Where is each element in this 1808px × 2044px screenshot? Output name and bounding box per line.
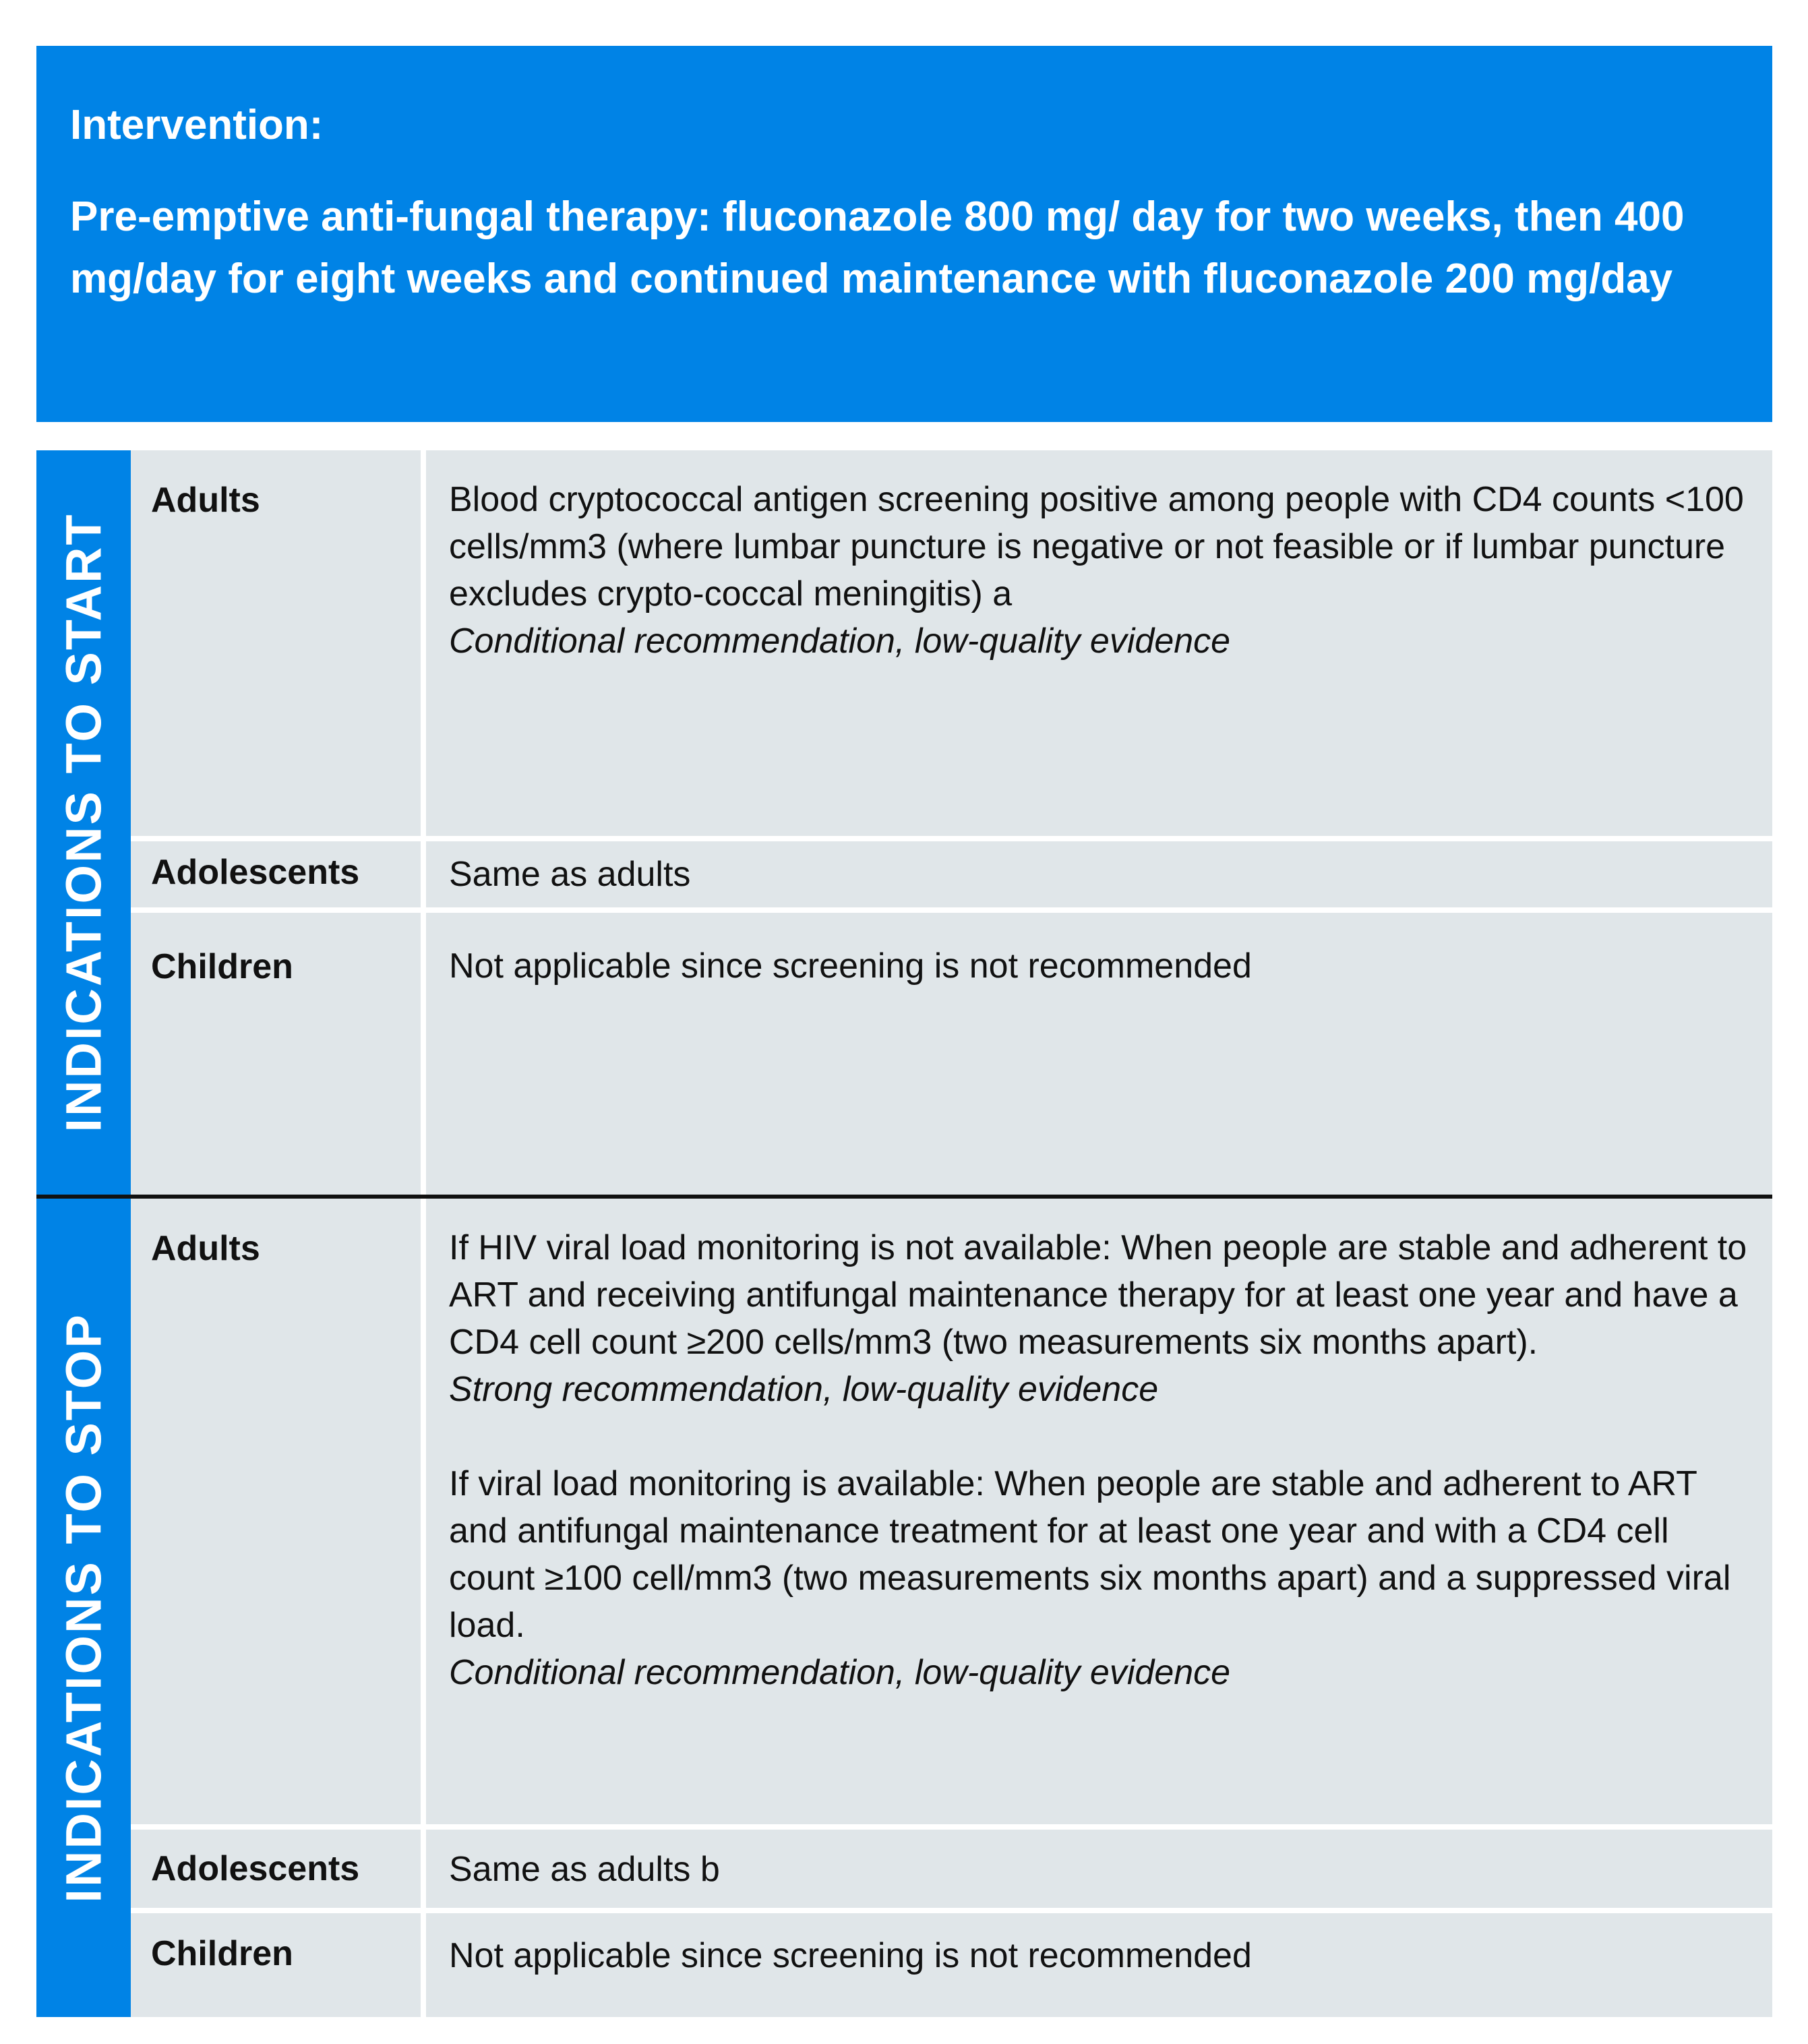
start-adolescents-text: Same as adults — [449, 855, 691, 894]
start-children-category: Children — [131, 913, 421, 1195]
stop-children-category: Children — [131, 1913, 421, 2017]
start-adolescents-description — [426, 841, 1772, 907]
intervention-header — [36, 46, 1772, 422]
stop-adults-category: Adults — [131, 1199, 421, 1824]
stop-adults-text-1: If HIV viral load monitoring is not available: When people are stable and adherent to ART and receiving antifungal maintenance therapy for at least one year and have a CD4 cell count ≥200 cells/mm3 (two measurements six months apart). — [449, 1228, 1747, 1362]
stop-adults-recommendation-1: Strong recommendation, low-quality evidence — [449, 1370, 1159, 1409]
start-adults-recommendation: Conditional recommendation, low-quality evidence — [449, 622, 1231, 661]
paragraph-gap — [449, 1413, 1752, 1460]
stop-section-band — [36, 1199, 131, 2017]
start-adults-category: Adults — [131, 450, 421, 836]
start-children-text: Not applicable since screening is not recommended — [449, 946, 1252, 986]
stop-children-description — [426, 1913, 1772, 2017]
stop-section-label: INDICATIONS TO STOP — [55, 1313, 112, 1903]
stop-adults-recommendation-2: Conditional recommendation, low-quality evidence — [449, 1653, 1231, 1692]
stop-adolescents-text: Same as adults b — [449, 1850, 720, 1889]
start-adults-text: Blood cryptococcal antigen screening positive among people with CD4 counts <100 cells/mm3 (where lumbar puncture is negative or not feasible or if lumbar puncture excludes crypto-coccal meningitis) a — [449, 480, 1744, 613]
intervention-label: Intervention: — [70, 102, 324, 148]
start-section-label: INDICATIONS TO START — [55, 512, 112, 1133]
stop-adolescents-description — [426, 1830, 1772, 1908]
start-section-band — [36, 450, 131, 1195]
stop-children-text: Not applicable since screening is not recommended — [449, 1936, 1252, 1975]
start-adults-description — [426, 450, 1772, 836]
stop-adolescents-category: Adolescents — [131, 1830, 421, 1908]
start-children-description — [426, 913, 1772, 1195]
stop-adults-text-2: If viral load monitoring is available: When people are stable and adherent to ART and antifungal maintenance treatment for at least one year and with a CD4 cell count ≥100 cell/mm3 (two measurements six months apart) and a suppressed viral load. — [449, 1464, 1731, 1645]
stop-adults-description — [426, 1199, 1772, 1824]
intervention-description: Pre-emptive anti-fungal therapy: fluconazole 800 mg/ day for two weeks, then 400 mg/day for eight weeks and continued maintenance with fluconazole 200 mg/day — [70, 193, 1685, 302]
start-adolescents-category: Adolescents — [131, 841, 421, 907]
